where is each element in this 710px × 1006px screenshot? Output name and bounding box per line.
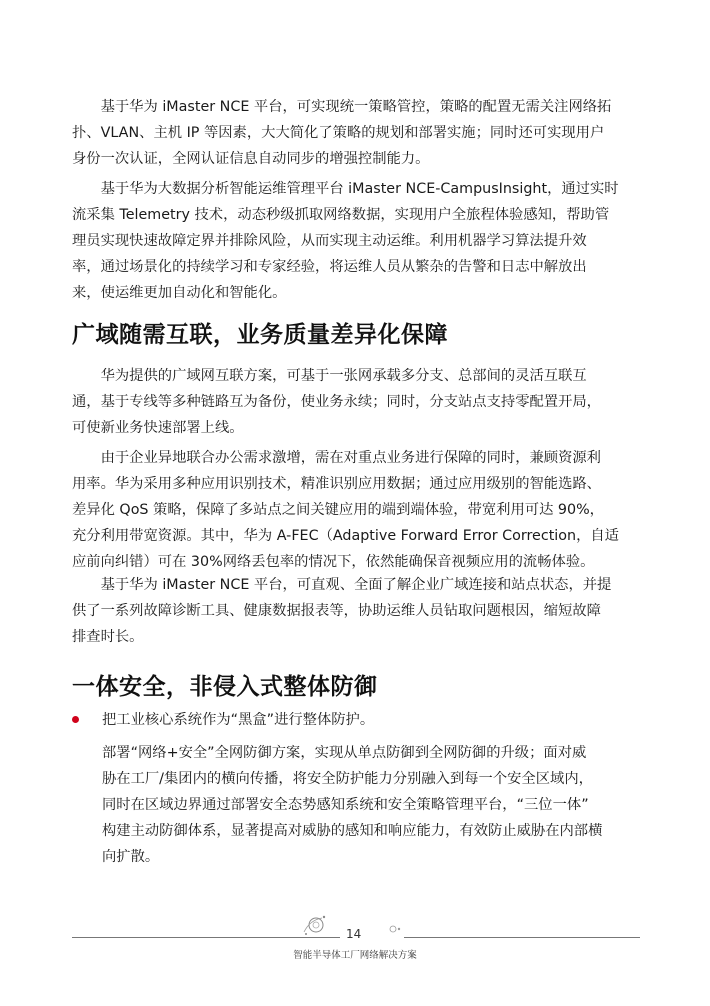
decorative-dot-icon bbox=[388, 924, 402, 934]
bullet-icon bbox=[72, 716, 79, 723]
text-line: 部署“网络+安全”全网防御方案，实现从单点防御到全网防御的升级；面对威 bbox=[102, 745, 587, 761]
text-line: 理员实现快速故障定界并排除风险，从而实现主动运维。利用机器学习算法提升效 bbox=[72, 233, 587, 249]
text-line: 用率。华为采用多种应用识别技术，精准识别应用数据；通过应用级别的智能选路、 bbox=[72, 476, 601, 492]
text-line: 排查时长。 bbox=[72, 629, 144, 645]
bullet-title bbox=[102, 707, 642, 733]
paragraph-wan-interconnect bbox=[72, 363, 638, 441]
text-line: 胁在工厂/集团内的横向传播，将安全防护能力分别融入到每一个安全区域内， bbox=[102, 771, 593, 787]
text-line: 同时在区域边界通过部署安全态势感知系统和安全策略管理平台，“三位一体” bbox=[102, 797, 589, 813]
text-line: 由于企业异地联合办公需求激增，需在对重点业务进行保障的同时，兼顾资源利 bbox=[72, 450, 601, 466]
text-line: 流采集 Telemetry 技术，动态秒级抓取网络数据，实现用户全旅程体验感知，帮助管 bbox=[72, 207, 610, 223]
text-line: 扑、VLAN、主机 IP 等因素，大大简化了策略的规划和部署实施；同时还可实现用户 bbox=[72, 125, 605, 141]
paragraph-diagnostics bbox=[72, 572, 638, 650]
text-line: 差异化 QoS 策略，保障了多站点之间关键应用的端到端体验，带宽利用可达 90%， bbox=[72, 502, 604, 518]
section-heading-security: 一体安全，非侵入式整体防御 bbox=[72, 674, 378, 700]
bullet-body bbox=[102, 740, 642, 870]
page-number: 14 bbox=[346, 927, 362, 941]
text-line: 华为提供的广域网互联方案，可基于一张网承载多分支、总部间的灵活互联互 bbox=[72, 368, 587, 384]
decorative-swirl-icon bbox=[300, 912, 330, 938]
footer-rule-right bbox=[404, 937, 640, 938]
paragraph-policy-control bbox=[72, 94, 638, 172]
text-line: 基于华为大数据分析智能运维管理平台 iMaster NCE-CampusInsight，通过实时 bbox=[72, 181, 619, 197]
text-line: 充分利用带宽资源。其中，华为 A-FEC（Adaptive Forward Error Correction，自适 bbox=[72, 528, 619, 544]
paragraph-campus-insight bbox=[72, 176, 638, 306]
text-line: 来，使运维更加自动化和智能化。 bbox=[72, 285, 287, 301]
text-line: 率，通过场景化的持续学习和专家经验，将运维人员从繁杂的告警和日志中解放出 bbox=[72, 259, 587, 275]
text-line: 应前向纠错）可在 30%网络丢包率的情况下，依然能确保音视频应用的流畅体验。 bbox=[72, 554, 595, 570]
text-line: 把工业核心系统作为“黑盒”进行整体防护。 bbox=[102, 712, 375, 728]
text-line: 构建主动防御体系，显著提高对威胁的感知和响应能力，有效防止威胁在内部横 bbox=[102, 823, 603, 839]
section-heading-wan: 广域随需互联，业务质量差异化保障 bbox=[72, 322, 448, 348]
text-line: 身份一次认证，全网认证信息自动同步的增强控制能力。 bbox=[72, 151, 430, 167]
text-line: 可使新业务快速部署上线。 bbox=[72, 420, 244, 436]
text-line: 向扩散。 bbox=[102, 849, 160, 865]
text-line: 供了一系列故障诊断工具、健康数据报表等，协助运维人员钻取问题根因，缩短故障 bbox=[72, 603, 601, 619]
text-line: 基于华为 iMaster NCE 平台，可直观、全面了解企业广域连接和站点状态，并提 bbox=[72, 577, 612, 593]
footer-rule-left bbox=[72, 937, 340, 938]
text-line: 基于华为 iMaster NCE 平台，可实现统一策略管控，策略的配置无需关注网络拓 bbox=[72, 99, 612, 115]
paragraph-qos bbox=[72, 445, 638, 575]
footer-document-title: 智能半导体工厂网络解决方案 bbox=[293, 950, 417, 961]
text-line: 通，基于专线等多种链路互为备份，使业务永续；同时，分支站点支持零配置开局， bbox=[72, 394, 601, 410]
